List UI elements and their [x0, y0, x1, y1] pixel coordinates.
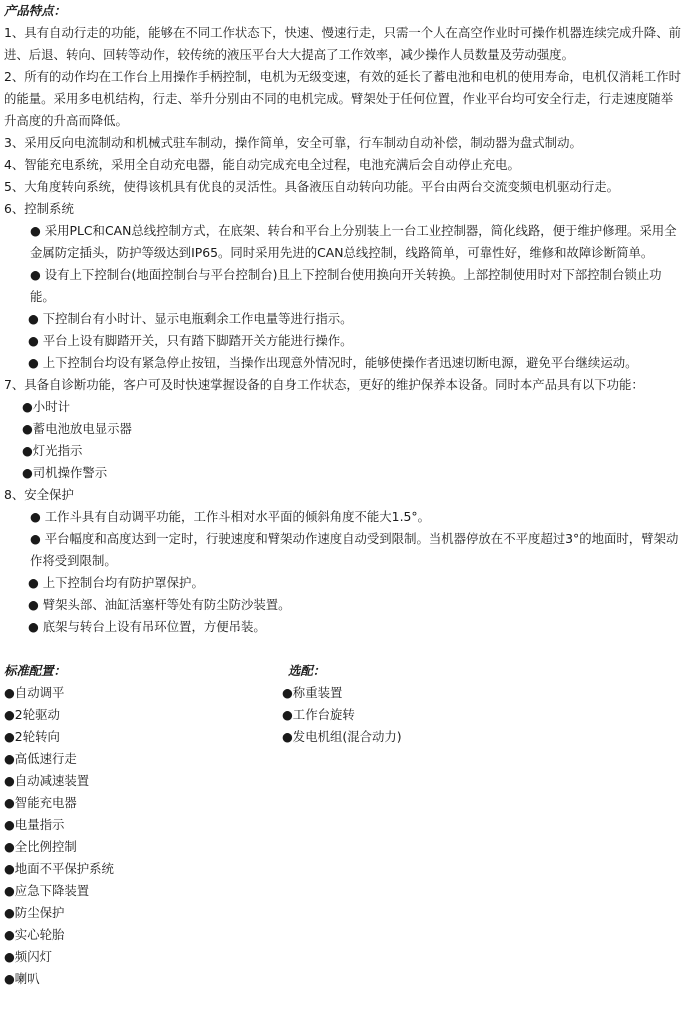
control-sub-item: ● 平台上设有脚踏开关，只有踏下脚踏开关方能进行操作。: [28, 333, 353, 348]
standard-config-item: ●2轮驱动: [4, 707, 60, 722]
safety-item: ● 平台幅度和高度达到一定时，行驶速度和臂架动作速度自动受到限制。当机器停放在不平度超过3°的地面时，臂架动作将受到限制。: [30, 531, 679, 568]
feature-item-5: 5、大角度转向系统，使得该机具有优良的灵活性。具备液压自动转向功能。平台由两台交流变频电机驱动行走。: [4, 179, 620, 194]
standard-config-item: ●地面不平保护系统: [4, 861, 114, 876]
safety-sub-item: ● 臂架头部、油缸活塞杆等处有防尘防沙装置。: [28, 597, 291, 612]
standard-config-item: ●实心轮胎: [4, 927, 65, 942]
standard-config-item: ●电量指示: [4, 817, 65, 832]
feature-item-3: 3、采用反向电流制动和机械式驻车制动，操作简单，安全可靠，行车制动自动补偿，制动器为盘式制动。: [4, 135, 582, 150]
optional-config-item: ●称重装置: [282, 685, 343, 700]
standard-config-item: ●全比例控制: [4, 839, 77, 854]
standard-config-item: ●高低速行走: [4, 751, 77, 766]
standard-config-column: [4, 660, 274, 990]
safety-sub-item: ● 底架与转台上设有吊环位置，方便吊装。: [28, 619, 266, 634]
control-system-heading: 6、控制系统: [4, 201, 74, 216]
features-heading: 产品特点：: [4, 3, 66, 18]
feature-item-2: 2、所有的动作均在工作台上用操作手柄控制，电机为无级变速，有效的延长了蓄电池和电机的使用寿命，电机仅消耗工作时的能量。采用多电机结构，行走、举升分别由不同的电机完成。臂架处于任何位置，作业平台均可安全行走，行走速度随举升高度的升高而降低。: [4, 69, 681, 128]
safety-item: ● 工作斗具有自动调平功能，工作斗相对水平面的倾斜角度不能大1.5°。: [30, 509, 430, 524]
control-item: ● 设有上下控制台(地面控制台与平台控制台)且上下控制台使用换向开关转换。上部控制使用时对下部控制台锁止功能。: [30, 267, 662, 304]
standard-config-heading: 标准配置：: [4, 663, 66, 678]
section-spacer: [4, 638, 684, 660]
standard-config-item: ●智能充电器: [4, 795, 77, 810]
feature-item-4: 4、智能充电系统，采用全自动充电器，能自动完成充电全过程，电池充满后会自动停止充电。: [4, 157, 520, 172]
feature-item-1: 1、具有自动行走的功能，能够在不同工作状态下，快速、慢速行走，只需一个人在高空作业时可操作机器连续完成升降、前进、后退、转向、回转等动作，较传统的液压平台大大提高了工作效率，减少操作人员数量及劳动强度。: [4, 25, 681, 62]
optional-config-item: ●发电机组(混合动力): [282, 729, 402, 744]
safety-sub-item: ● 上下控制台均有防护罩保护。: [28, 575, 204, 590]
standard-config-item: ●自动调平: [4, 685, 65, 700]
optional-config-column: [282, 660, 582, 748]
control-sub-item: ● 下控制台有小时计、显示电瓶剩余工作电量等进行指示。: [28, 311, 353, 326]
configuration-columns: [4, 660, 684, 990]
standard-config-item: ●频闪灯: [4, 949, 52, 964]
control-item: ● 采用PLC和CAN总线控制方式，在底架、转台和平台上分别装上一台工业控制器，简化线路，便于维护修理。采用全金属防定插头，防护等级达到IP65。同时采用先进的CAN总线控制，线路简单，可靠性好，维修和故障诊断简单。: [30, 223, 677, 260]
product-document: [4, 0, 684, 990]
control-sub-item: ● 上下控制台均设有紧急停止按钮，当操作出现意外情况时，能够使操作者迅速切断电源，避免平台继续运动。: [28, 355, 638, 370]
diagnosis-item: ●灯光指示: [22, 443, 83, 458]
optional-config-item: ●工作台旋转: [282, 707, 355, 722]
standard-config-item: ●自动减速装置: [4, 773, 90, 788]
standard-config-item: ●喇叭: [4, 971, 40, 986]
standard-config-item: ●防尘保护: [4, 905, 65, 920]
standard-config-item: ●应急下降装置: [4, 883, 90, 898]
self-diagnosis-text: 7、具备自诊断功能，客户可及时快速掌握设备的自身工作状态，更好的维护保养本设备。同时本产品具有以下功能：: [4, 377, 644, 392]
diagnosis-item: ●司机操作警示: [22, 465, 108, 480]
standard-config-item: ●2轮转向: [4, 729, 60, 744]
diagnosis-item: ●小时计: [22, 399, 70, 414]
safety-heading: 8、安全保护: [4, 487, 74, 502]
diagnosis-item: ●蓄电池放电显示器: [22, 421, 132, 436]
optional-config-heading: 选配：: [288, 663, 326, 678]
